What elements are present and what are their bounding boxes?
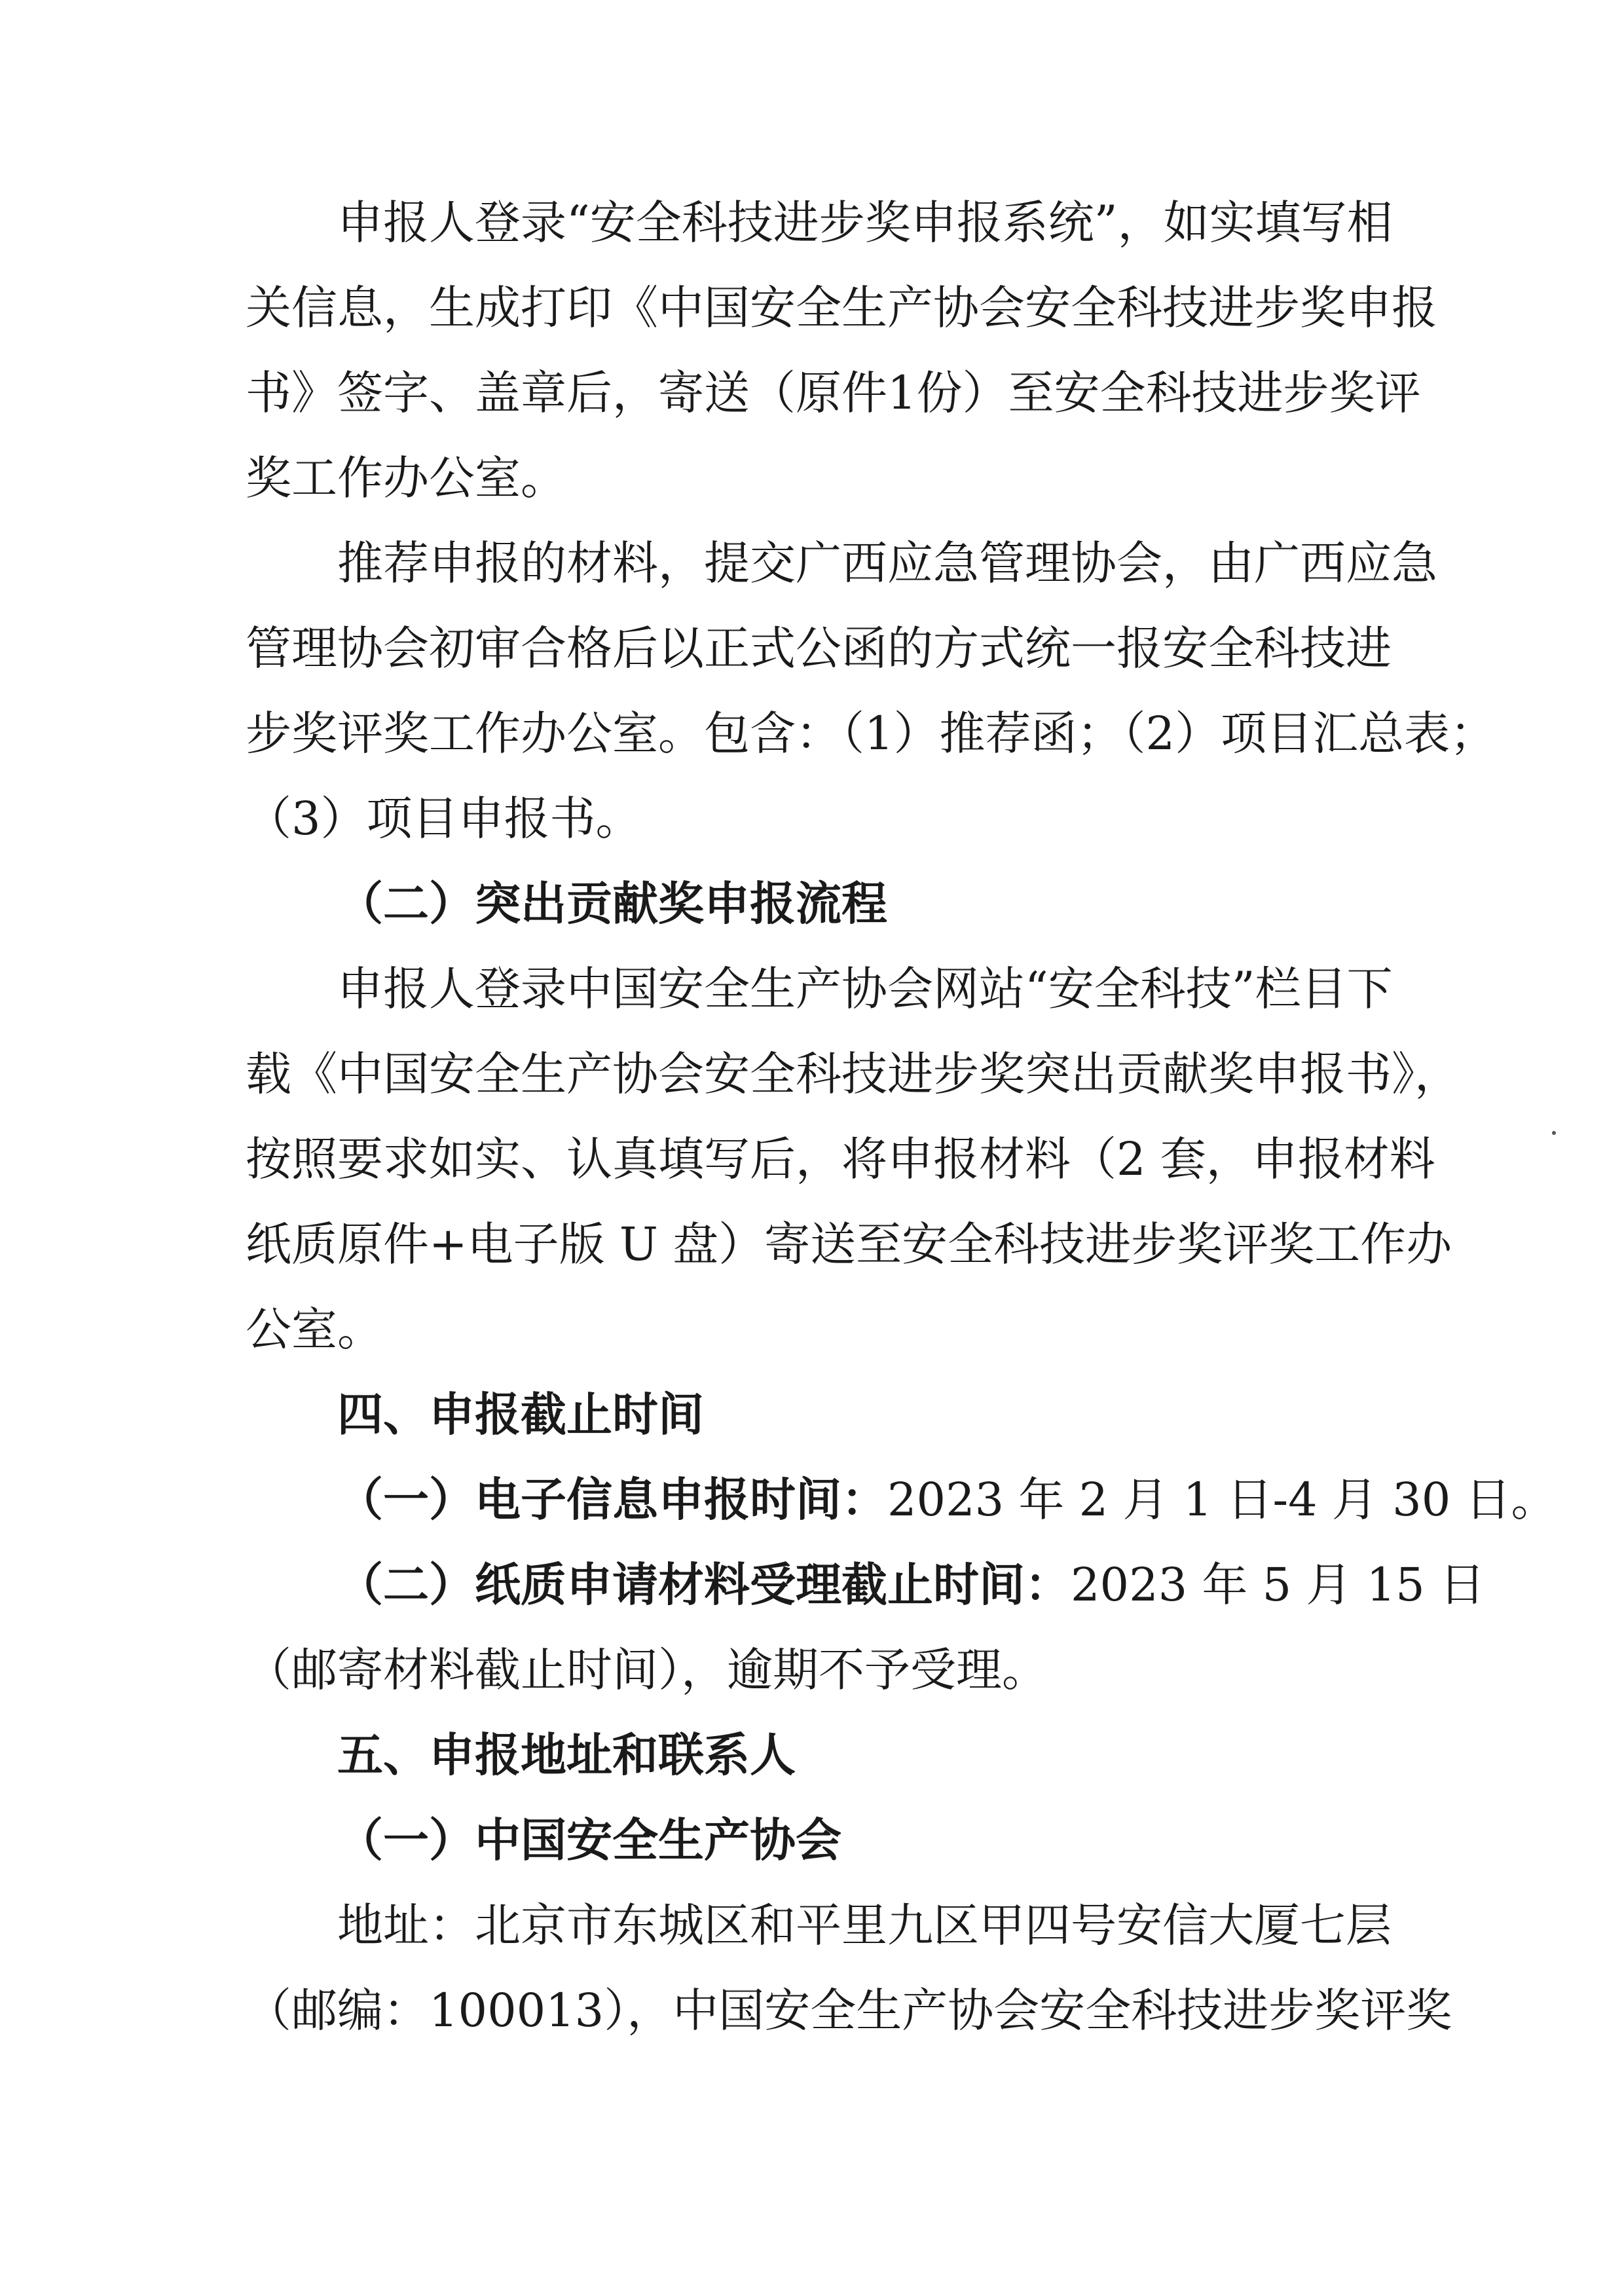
deadline-value: 2023 年 2 月 1 日-4 月 30 日。 — [887, 1473, 1557, 1527]
deadline-value: 2023 年 5 月 15 日 — [1071, 1558, 1486, 1612]
paragraph-line: （3）项目申报书。 — [246, 792, 642, 845]
paragraph-line: 申报人登录“安全科技进步奖申报系统”，如实填写相 — [337, 196, 1393, 250]
paragraph-line: 书》签字、盖章后，寄送（原件1份）至安全科技进步奖评 — [246, 366, 1421, 420]
paragraph-line: 按照要求如实、认真填写后，将申报材料（2 套，申报材料 — [246, 1132, 1435, 1186]
deadline-label: （二）纸质申请材料受理截止时间： — [337, 1557, 1071, 1612]
paragraph-line: 关信息，生成打印《中国安全生产协会安全科技进步奖申报 — [246, 281, 1437, 335]
paragraph-line: 地址：北京市东城区和平里九区甲四号安信大厦七层 — [337, 1898, 1392, 1952]
deadline-line — [337, 1555, 1486, 1614]
deadline-line — [337, 1470, 1557, 1529]
paragraph-line: 申报人登录中国安全生产协会网站“安全科技”栏目下 — [337, 962, 1393, 1016]
paragraph-line: 推荐申报的材料，提交广西应急管理协会，由广西应急 — [337, 536, 1437, 590]
paragraph-line: 奖工作办公室。 — [246, 451, 566, 505]
paragraph-line: （邮寄材料截止时间），逾期不予受理。 — [246, 1643, 1048, 1697]
paragraph-line: 载《中国安全生产协会安全科技进步奖突出贡献奖申报书》， — [246, 1047, 1460, 1101]
paragraph-line: 步奖评奖工作办公室。包含：（1）推荐函；（2）项目汇总表； — [246, 707, 1496, 760]
section-heading: 五、申报地址和联系人 — [337, 1728, 796, 1782]
section-heading: （二）突出贡献奖申报流程 — [337, 876, 887, 931]
paragraph-line: 公室。 — [246, 1303, 383, 1356]
deadline-label: （一）电子信息申报时间： — [337, 1472, 887, 1527]
section-heading: （一）中国安全生产协会 — [337, 1813, 841, 1867]
paragraph-line: 纸质原件+电子版 U 盘）寄送至安全科技进步奖评奖工作办 — [246, 1217, 1452, 1271]
section-heading: 四、申报截止时间 — [337, 1387, 704, 1441]
paragraph-line: 管理协会初审合格后以正式公函的方式统一报安全科技进 — [246, 621, 1392, 675]
scan-speck — [1552, 1131, 1556, 1135]
paragraph-line: （邮编：100013），中国安全生产协会安全科技进步奖评奖 — [246, 1984, 1452, 2037]
